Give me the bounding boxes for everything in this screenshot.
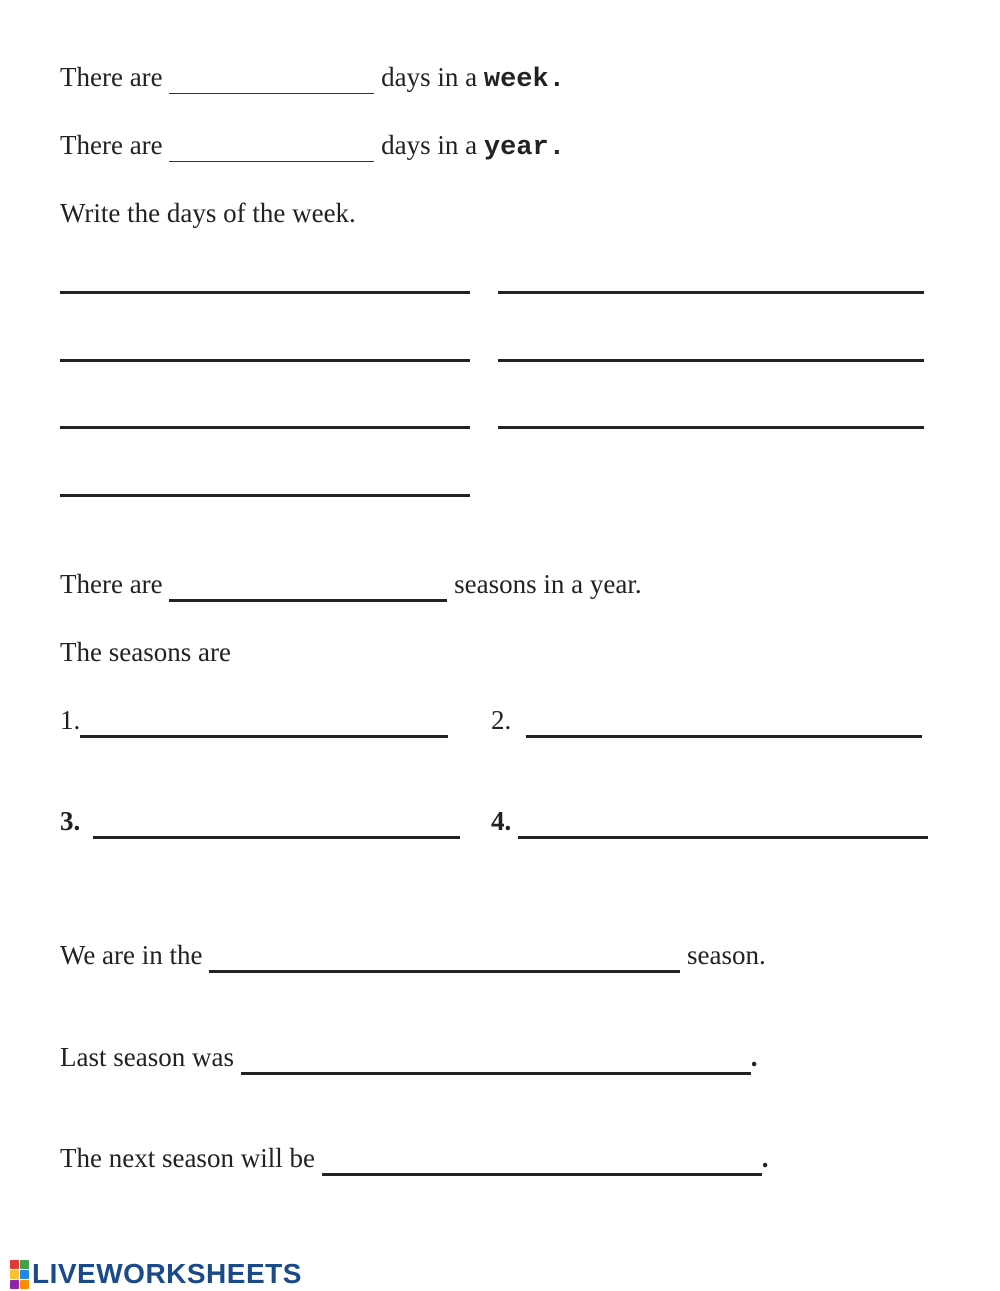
q1-prefix: There are <box>60 62 163 92</box>
q6-prefix: We are in the <box>60 940 203 970</box>
season-1-row <box>60 703 448 738</box>
seasons-count-input[interactable] <box>169 578 447 602</box>
q6-suffix: season. <box>687 940 766 970</box>
q8-period: . <box>761 1143 769 1173</box>
logo-brand-text: LIVEWORKSHEETS <box>32 1258 302 1289</box>
q4-prefix: There are <box>60 569 163 599</box>
q2-middle: days in a <box>381 130 478 160</box>
day-answer-field[interactable] <box>60 336 470 362</box>
q1-middle: days in a <box>381 62 478 92</box>
season-1-number: 1. <box>60 705 81 735</box>
current-season-input[interactable] <box>209 949 680 973</box>
q7-period: . <box>750 1042 758 1072</box>
season-3-row <box>60 804 460 839</box>
q7-prefix: Last season was <box>60 1042 234 1072</box>
liveworksheets-logo-icon <box>10 1260 29 1289</box>
season-4-input[interactable] <box>518 815 928 839</box>
question-write-days: Write the days of the week. <box>60 198 356 228</box>
season-2-row <box>491 703 922 738</box>
season-3-input[interactable] <box>93 815 460 839</box>
question-next-season <box>60 1141 768 1176</box>
season-2-number: 2. <box>491 705 512 735</box>
season-3-number: 3. <box>60 806 81 836</box>
season-4-row <box>491 804 928 839</box>
day-answer-field[interactable] <box>60 268 470 294</box>
q1-word: week. <box>483 65 565 95</box>
days-in-year-input[interactable] <box>169 138 374 162</box>
day-answer-field[interactable] <box>60 403 470 429</box>
season-1-input[interactable] <box>80 714 448 738</box>
question-days-in-year <box>60 128 565 165</box>
days-in-week-input[interactable] <box>169 70 374 94</box>
next-season-input[interactable] <box>322 1152 762 1176</box>
season-2-input[interactable] <box>526 714 922 738</box>
question-last-season <box>60 1040 757 1075</box>
question-current-season <box>60 938 766 973</box>
season-4-number: 4. <box>491 806 512 836</box>
day-answer-field[interactable] <box>60 471 470 497</box>
last-season-input[interactable] <box>241 1051 751 1075</box>
question-days-in-week <box>60 60 565 97</box>
day-answer-field[interactable] <box>498 403 924 429</box>
q4-suffix: seasons in a year. <box>454 569 642 599</box>
question-seasons-count <box>60 567 642 602</box>
q8-prefix: The next season will be <box>60 1143 315 1173</box>
liveworksheets-logo <box>10 1258 302 1290</box>
day-answer-field[interactable] <box>498 336 924 362</box>
q2-word: year. <box>483 133 565 163</box>
question-seasons-are: The seasons are <box>60 637 231 667</box>
q2-prefix: There are <box>60 130 163 160</box>
day-answer-field[interactable] <box>498 268 924 294</box>
